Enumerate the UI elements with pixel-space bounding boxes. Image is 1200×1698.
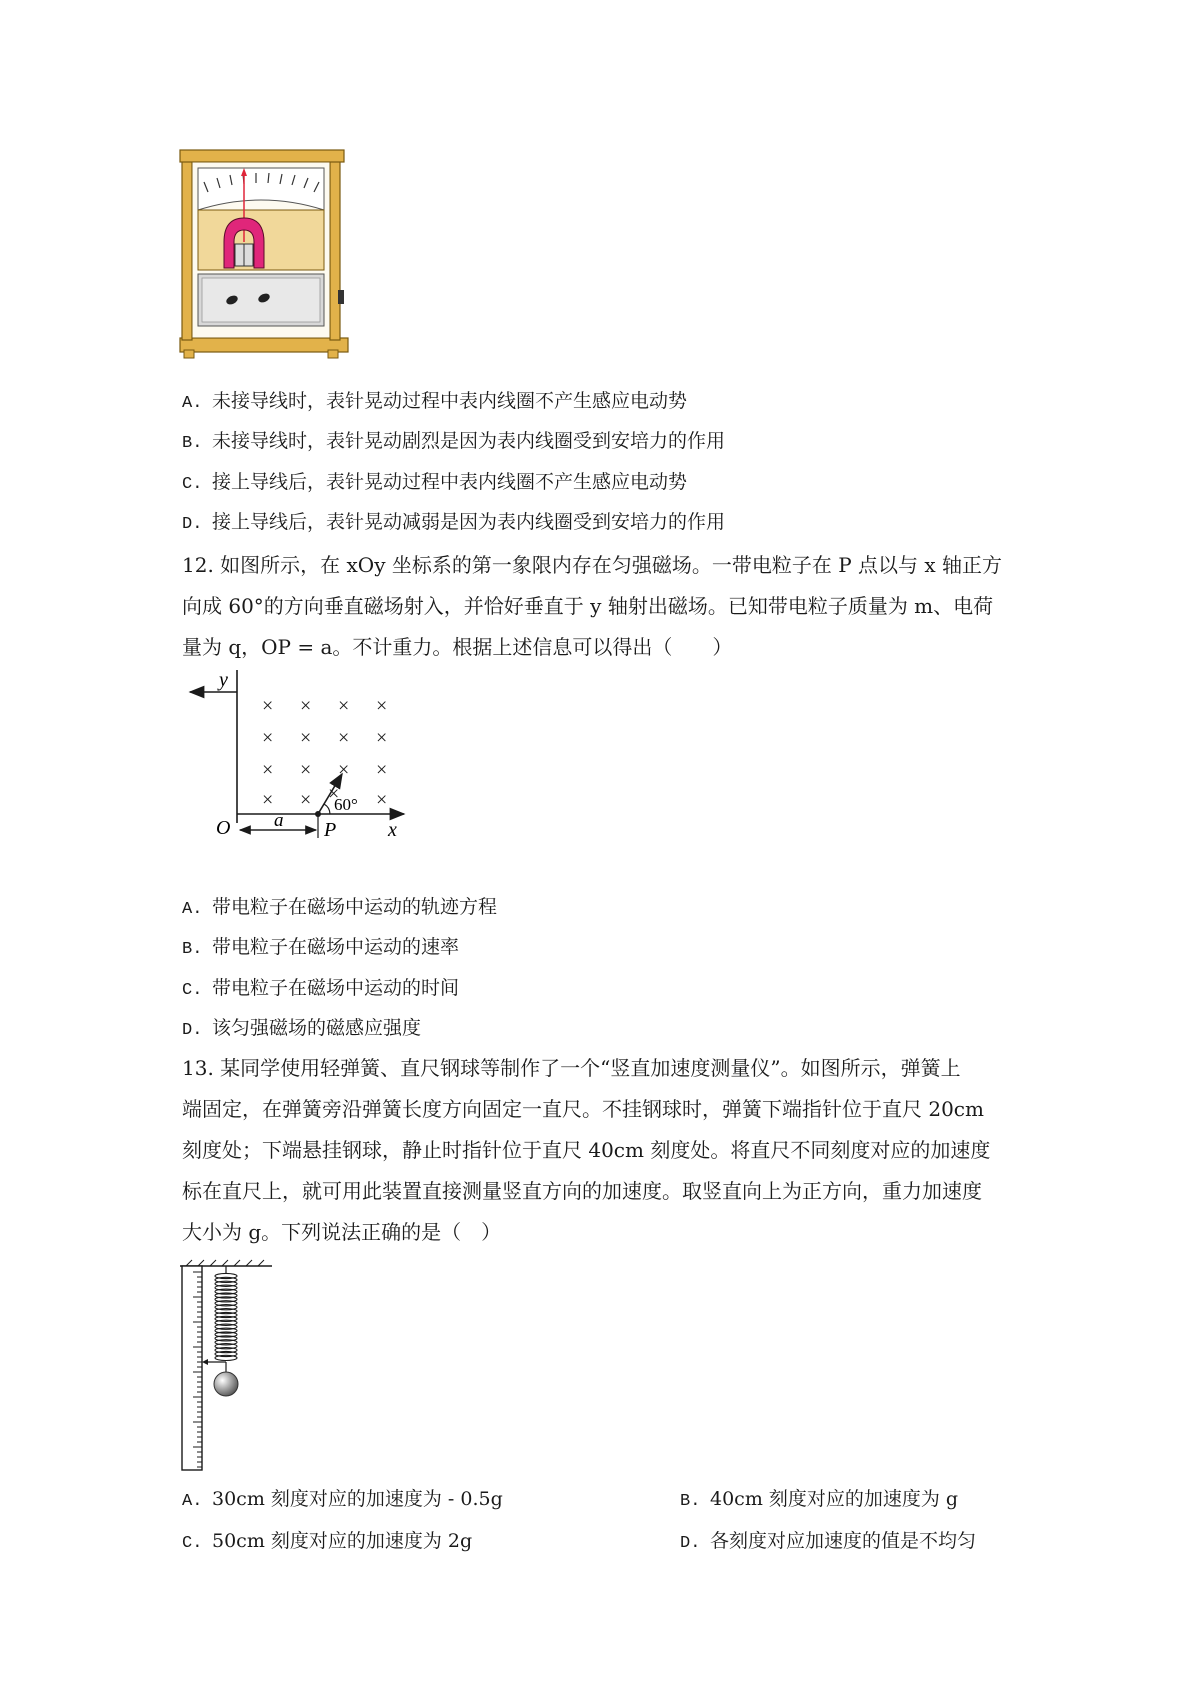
q11-option-b: B. 未接导线时，表针晃动剧烈是因为表内线圈受到安培力的作用 (182, 430, 726, 453)
q12-option-c: C. 带电粒子在磁场中运动的时间 (182, 977, 460, 1000)
galvanometer-figure (180, 150, 360, 360)
cross-mark: × (376, 727, 388, 749)
cross-mark: × (328, 783, 340, 805)
cross-mark: × (376, 695, 388, 717)
cross-mark: × (338, 695, 350, 717)
q13-option-d: D. 各刻度对应加速度的值是不均匀 (680, 1530, 977, 1553)
cross-mark: × (376, 789, 388, 811)
cross-mark: × (262, 695, 274, 717)
cross-mark: × (338, 727, 350, 749)
q11-option-c: C. 接上导线后，表针晃动过程中表内线圈不产生感应电动势 (182, 471, 688, 494)
spring-ruler-figure (180, 1260, 290, 1475)
cross-mark: × (300, 789, 312, 811)
q12-option-a: A. 带电粒子在磁场中运动的轨迹方程 (182, 896, 498, 919)
cross-mark: × (300, 759, 312, 781)
q13-stem: 13. 某同学使用轻弹簧、直尺钢球等制作了一个“竖直加速度测量仪”。如图所示，弹簧上 端固定，在弹簧旁沿弹簧长度方向固定一直尺。不挂钢球时，弹簧下端指针位于直尺 20cm 刻度处；下端悬挂钢球，静止时指针位于直尺 40cm 刻度处。将直尺不同刻度对应的加速度 标在直尺上，就可用此装置直接测量竖直方向的加速度。取竖直向上为正方向，重力加速度 大小为 g。下列说法正确的是（ ） (182, 1056, 991, 1244)
q11-option-a: A. 未接导线时，表针晃动过程中表内线圈不产生感应电动势 (182, 390, 688, 413)
q12-stem: 12. 如图所示，在 xOy 坐标系的第一象限内存在匀强磁场。一带电粒子在 P 点以与 x 轴正方 向成 60°的方向垂直磁场射入，并恰好垂直于 y 轴射出磁场。已知带电粒子质量为 m、电荷 量为 q，OP = a。不计重力。根据上述信息可以得出（ ） (182, 553, 1003, 659)
magnetic-field-figure (182, 668, 412, 841)
q13-option-a: A. 30cm 刻度对应的加速度为 - 0.5g (182, 1488, 503, 1511)
cross-mark: × (376, 759, 388, 781)
field-crosses (262, 695, 387, 811)
q12-option-b: B. 带电粒子在磁场中运动的速率 (182, 936, 460, 959)
p-label: P (324, 819, 337, 841)
cross-mark: × (262, 759, 274, 781)
cross-mark: × (262, 727, 274, 749)
y-axis-label: y (219, 669, 228, 691)
cross-mark: × (300, 695, 312, 717)
q13-option-c: C. 50cm 刻度对应的加速度为 2g (182, 1530, 473, 1553)
q11-option-d: D. 接上导线后，表针晃动减弱是因为表内线圈受到安培力的作用 (182, 511, 726, 534)
x-axis-label: x (388, 819, 397, 841)
angle-label: 60° (334, 795, 358, 814)
origin-label: O (216, 817, 231, 839)
cross-mark: × (338, 759, 350, 781)
cross-mark: × (262, 789, 274, 811)
a-label: a (274, 810, 284, 831)
q13-option-b: B. 40cm 刻度对应的加速度为 g (680, 1488, 959, 1511)
cross-mark: × (300, 727, 312, 749)
q12-option-d: D. 该匀强磁场的磁感应强度 (182, 1017, 422, 1040)
